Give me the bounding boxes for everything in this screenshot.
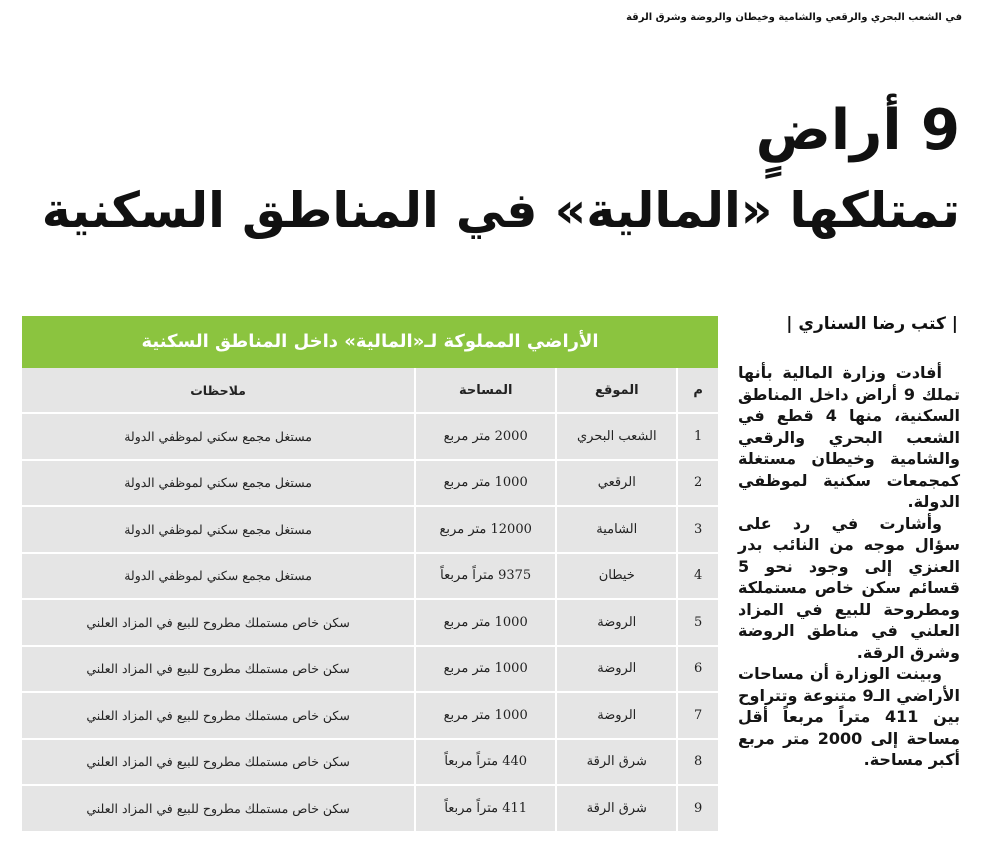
cell-location: الروضة	[555, 647, 676, 694]
cell-notes: مستغل مجمع سكني لموظفي الدولة	[22, 414, 414, 461]
cell-notes: سكن خاص مستملك مطروح للبيع في المزاد العلني	[22, 740, 414, 787]
cell-area: 440 متراً مربعاً	[414, 740, 555, 787]
cell-area: 9375 متراً مربعاً	[414, 554, 555, 601]
table-row	[22, 647, 718, 694]
headline-line-1: 9 أراضٍ	[755, 98, 960, 163]
table-row	[22, 507, 718, 554]
cell-area: 411 متراً مربعاً	[414, 786, 555, 833]
cell-num: 9	[676, 786, 718, 833]
cell-num: 3	[676, 507, 718, 554]
headline-line-2: تمتلكها «المالية» في المناطق السكنية	[41, 182, 960, 239]
table-row	[22, 600, 718, 647]
cell-notes: سكن خاص مستملك مطروح للبيع في المزاد العلني	[22, 786, 414, 833]
cell-num: 4	[676, 554, 718, 601]
cell-location: الشعب البحري	[555, 414, 676, 461]
lands-table	[22, 368, 718, 833]
cell-num: 5	[676, 600, 718, 647]
cell-area: 2000 متر مربع	[414, 414, 555, 461]
kicker-headline: في الشعب البحري والرقعي والشامية وخيطان والروضة وشرق الرقة	[626, 12, 962, 23]
article-paragraph: وأشارت في رد على سؤال موجه من النائب بدر العنزي إلى وجود نحو 5 قسائم سكن خاص مستملكة ومطروحة للبيع في المزاد العلني في مناطق الروضة وشرق الرقة.	[738, 513, 960, 662]
table-header-row	[22, 368, 718, 414]
cell-num: 6	[676, 647, 718, 694]
cell-num: 7	[676, 693, 718, 740]
cell-area: 1000 متر مربع	[414, 647, 555, 694]
lands-table-box	[22, 316, 718, 833]
header-notes: ملاحظات	[22, 368, 414, 414]
table-row	[22, 693, 718, 740]
header-num: م	[676, 368, 718, 414]
cell-location: خيطان	[555, 554, 676, 601]
cell-notes: مستغل مجمع سكني لموظفي الدولة	[22, 507, 414, 554]
cell-num: 2	[676, 461, 718, 508]
cell-location: الشامية	[555, 507, 676, 554]
cell-notes: مستغل مجمع سكني لموظفي الدولة	[22, 461, 414, 508]
cell-location: الروضة	[555, 600, 676, 647]
cell-location: شرق الرقة	[555, 786, 676, 833]
cell-num: 1	[676, 414, 718, 461]
table-title: الأراضي المملوكة لـ«المالية» داخل المناطق السكنية	[22, 316, 718, 368]
cell-location: الرقعي	[555, 461, 676, 508]
article-body	[738, 362, 960, 771]
header-location: الموقع	[555, 368, 676, 414]
table-row	[22, 740, 718, 787]
cell-notes: سكن خاص مستملك مطروح للبيع في المزاد العلني	[22, 600, 414, 647]
table-row	[22, 461, 718, 508]
article-paragraph: أفادت وزارة المالية بأنها تملك 9 أراض داخل المناطق السكنية، منها 4 قطع في الشعب البحري والرقعي والشامية وخيطان مستغلة كمجمعات سكنية لموظفي الدولة.	[738, 363, 961, 511]
cell-area: 1000 متر مربع	[414, 600, 555, 647]
cell-area: 1000 متر مربع	[414, 461, 555, 508]
cell-area: 12000 متر مربع	[414, 507, 555, 554]
cell-location: الروضة	[555, 693, 676, 740]
cell-notes: سكن خاص مستملك مطروح للبيع في المزاد العلني	[22, 647, 414, 694]
cell-area: 1000 متر مربع	[414, 693, 555, 740]
cell-notes: سكن خاص مستملك مطروح للبيع في المزاد العلني	[22, 693, 414, 740]
cell-notes: مستغل مجمع سكني لموظفي الدولة	[22, 554, 414, 601]
table-row	[22, 554, 718, 601]
table-row	[22, 414, 718, 461]
byline: | كتب رضا السناري |	[786, 314, 958, 334]
table-row	[22, 786, 718, 833]
header-area: المساحة	[414, 368, 555, 414]
cell-num: 8	[676, 740, 718, 787]
article-paragraph: وبينت الوزارة أن مساحات الأراضي الـ9 متنوعة وتتراوح بين 411 متراً مربعاً أقل مساحة إلى 2000 متر مربع أكبر مساحة.	[738, 664, 961, 769]
cell-location: شرق الرقة	[555, 740, 676, 787]
